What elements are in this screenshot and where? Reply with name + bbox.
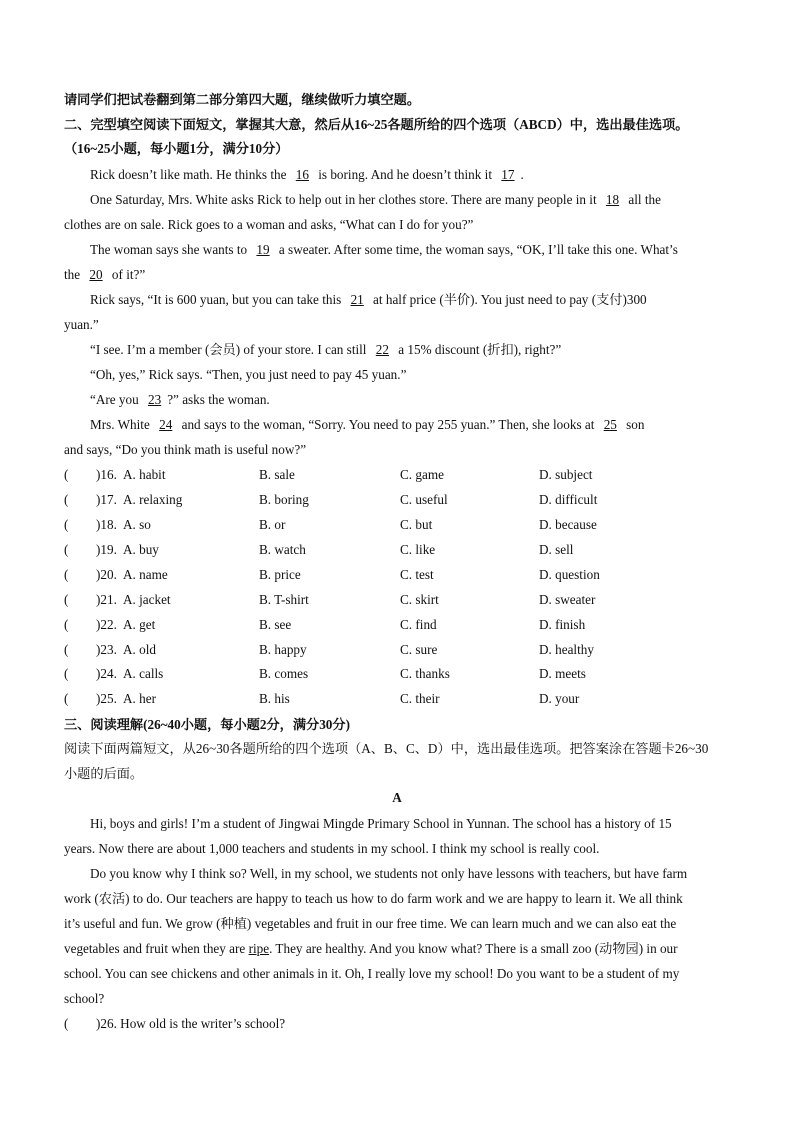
cloze-paragraph-7: [90, 391, 756, 409]
text: vegetables and fruit when they are: [64, 941, 246, 956]
option-row: [64, 466, 744, 484]
option-a[interactable]: A. so: [123, 517, 151, 532]
text: at half price (半价). You just need to pay (支付)300: [373, 292, 647, 307]
text: Mrs. White: [90, 417, 150, 432]
option-row: [64, 690, 744, 708]
text: all the: [628, 192, 661, 207]
answer-bracket[interactable]: (: [64, 617, 69, 632]
text: . They are healthy. And you know what? There is a small zoo (动物园) in our: [269, 941, 678, 956]
cloze-paragraph-2-cont: clothes are on sale. Rick goes to a woman and asks, “What can I do for you?”: [64, 217, 474, 232]
question-26: [64, 1015, 744, 1033]
option-row: [64, 566, 744, 584]
option-row: [64, 591, 744, 609]
passage-a-line-8: school?: [64, 991, 105, 1006]
option-d[interactable]: D. difficult: [539, 492, 598, 507]
passage-a-line-5: it’s useful and fun. We grow (种植) vegetables and fruit in our free time. We can learn much and we can also eat the: [64, 916, 677, 931]
question-number: )21.: [96, 592, 117, 607]
cloze-paragraph-8: [90, 416, 756, 434]
option-c[interactable]: C. thanks: [400, 666, 450, 681]
option-a[interactable]: A. calls: [123, 666, 164, 681]
option-a[interactable]: A. relaxing: [123, 492, 183, 507]
answer-bracket[interactable]: (: [64, 467, 69, 482]
option-b[interactable]: B. watch: [259, 542, 306, 557]
underlined-word-ripe: ripe: [248, 941, 270, 956]
answer-bracket[interactable]: (: [64, 542, 69, 557]
option-c[interactable]: C. find: [400, 617, 437, 632]
passage-a-line-2: years. Now there are about 1,000 teachers and students in my school. I think my school is really cool.: [64, 841, 600, 856]
option-a[interactable]: A. old: [123, 642, 156, 657]
text: of it?”: [111, 267, 146, 282]
option-d[interactable]: D. meets: [539, 666, 586, 681]
question-number: )16.: [96, 467, 117, 482]
option-a[interactable]: A. habit: [123, 467, 166, 482]
blank-24: 24: [159, 417, 173, 432]
cloze-paragraph-5: [90, 341, 756, 359]
option-d[interactable]: D. finish: [539, 617, 586, 632]
passage-a-line-1: Hi, boys and girls! I’m a student of Jingwai Mingde Primary School in Yunnan. The school has a history of 15: [90, 816, 672, 831]
option-d[interactable]: D. your: [539, 691, 580, 706]
question-number: )25.: [96, 691, 117, 706]
text: is boring. And he doesn’t think it: [318, 167, 492, 182]
cloze-paragraph-8-cont: and says, “Do you think math is useful now?”: [64, 442, 307, 457]
answer-bracket[interactable]: (: [64, 517, 69, 532]
passage-a-line-3: Do you know why I think so? Well, in my school, we students not only have lessons with teachers, but have farm: [90, 866, 688, 881]
option-row: [64, 541, 744, 559]
text: son: [626, 417, 645, 432]
blank-16: 16: [295, 167, 309, 182]
text: the: [64, 267, 81, 282]
cloze-paragraph-3-cont: [64, 266, 730, 284]
option-c[interactable]: C. but: [400, 517, 433, 532]
option-row: [64, 516, 744, 534]
text: .: [520, 167, 524, 182]
cloze-paragraph-6: “Oh, yes,” Rick says. “Then, you just need to pay 45 yuan.”: [90, 367, 407, 382]
option-row: [64, 665, 744, 683]
text: a 15% discount (折扣), right?”: [398, 342, 562, 357]
option-c[interactable]: C. useful: [400, 492, 448, 507]
blank-18: 18: [605, 192, 620, 207]
option-c[interactable]: C. their: [400, 691, 440, 706]
option-a[interactable]: A. get: [123, 617, 156, 632]
option-b[interactable]: B. comes: [259, 666, 309, 681]
option-d[interactable]: D. sweater: [539, 592, 596, 607]
answer-bracket[interactable]: (: [64, 492, 69, 507]
cloze-paragraph-3: [90, 241, 756, 259]
text: One Saturday, Mrs. White asks Rick to help out in her clothes store. There are many people in it: [90, 192, 597, 207]
text: Rick doesn’t like math. He thinks the: [90, 167, 287, 182]
text: and says to the woman, “Sorry. You need to pay 255 yuan.” Then, she looks at: [181, 417, 595, 432]
cloze-paragraph-4: [90, 291, 756, 309]
option-a[interactable]: A. name: [123, 567, 168, 582]
blank-19: 19: [256, 242, 270, 257]
question-number: )24.: [96, 666, 117, 681]
blank-23: 23: [148, 392, 162, 407]
option-c[interactable]: C. like: [400, 542, 436, 557]
option-d[interactable]: D. because: [539, 517, 597, 532]
cloze-paragraph-2: [90, 191, 756, 209]
blank-21: 21: [350, 292, 364, 307]
option-d[interactable]: D. subject: [539, 467, 593, 482]
passage-a-line-6: [64, 940, 730, 958]
option-d[interactable]: D. question: [539, 567, 600, 582]
option-b[interactable]: B. or: [259, 517, 286, 532]
text: “Are you: [90, 392, 139, 407]
section-2-title: 二、完型填空阅读下面短文，掌握其大意，然后从16~25各题所给的四个选项（ABCD）中，选出最佳选项。: [64, 117, 689, 132]
answer-bracket[interactable]: (: [64, 666, 69, 681]
option-b[interactable]: B. price: [259, 567, 301, 582]
option-c[interactable]: C. skirt: [400, 592, 439, 607]
section-3-instruction: 阅读下面两篇短文，从26~30各题所给的四个选项（A、B、C、D）中，选出最佳选项。把答案涂在答题卡26~30: [64, 741, 709, 756]
option-c[interactable]: C. test: [400, 567, 434, 582]
question-number: )20.: [96, 567, 117, 582]
text: The woman says she wants to: [90, 242, 248, 257]
question-number: )17.: [96, 492, 117, 507]
passage-a-line-4: work (农活) to do. Our teachers are happy to teach us how to do farm work and we are happy to learn it. We all think: [64, 891, 683, 906]
option-b[interactable]: B. boring: [259, 492, 309, 507]
option-row: [64, 616, 744, 634]
blank-20: 20: [89, 267, 103, 282]
text: “I see. I’m a member (会员) of your store. I can still: [90, 342, 367, 357]
answer-bracket[interactable]: (: [64, 567, 69, 582]
option-c[interactable]: C. sure: [400, 642, 438, 657]
question-number: )19.: [96, 542, 117, 557]
cloze-paragraph-4-cont: yuan.”: [64, 317, 99, 332]
option-b[interactable]: B. happy: [259, 642, 307, 657]
option-a[interactable]: A. jacket: [123, 592, 171, 607]
blank-25: 25: [603, 417, 617, 432]
cloze-paragraph-1: [90, 166, 756, 184]
answer-bracket[interactable]: (: [64, 642, 69, 657]
listening-instruction: 请同学们把试卷翻到第二部分第四大题，继续做听力填空题。: [64, 92, 421, 107]
text: a sweater. After some time, the woman says, “OK, I’ll take this one. What’s: [278, 242, 678, 257]
passage-label: A: [392, 790, 402, 805]
question-text: )26. How old is the writer’s school?: [96, 1016, 286, 1031]
option-a[interactable]: A. buy: [123, 542, 159, 557]
answer-bracket[interactable]: (: [64, 592, 69, 607]
answer-bracket[interactable]: (: [64, 1016, 69, 1031]
question-number: )22.: [96, 617, 117, 632]
option-b[interactable]: B. his: [259, 691, 290, 706]
option-row: [64, 491, 744, 509]
question-number: )23.: [96, 642, 117, 657]
text: Rick says, “It is 600 yuan, but you can take this: [90, 292, 342, 307]
answer-bracket[interactable]: (: [64, 691, 69, 706]
option-row: [64, 641, 744, 659]
passage-a-line-7: school. You can see chickens and other animals in it. Oh, I really love my school! Do you want to be a student of my: [64, 966, 680, 981]
option-b[interactable]: B. see: [259, 617, 292, 632]
option-a[interactable]: A. her: [123, 691, 156, 706]
option-c[interactable]: C. game: [400, 467, 444, 482]
section-2-scoring: （16~25小题，每小题1分，满分10分）: [64, 141, 289, 156]
option-d[interactable]: D. healthy: [539, 642, 594, 657]
blank-17: 17: [501, 167, 515, 182]
option-b[interactable]: B. T-shirt: [259, 592, 309, 607]
text: ?” asks the woman.: [167, 392, 270, 407]
section-3-instruction-cont: 小题的后面。: [64, 766, 144, 781]
section-3-title: 三、阅读理解(26~40小题，每小题2分，满分30分): [64, 717, 350, 732]
option-b[interactable]: B. sale: [259, 467, 295, 482]
option-d[interactable]: D. sell: [539, 542, 574, 557]
question-number: )18.: [96, 517, 117, 532]
blank-22: 22: [375, 342, 389, 357]
